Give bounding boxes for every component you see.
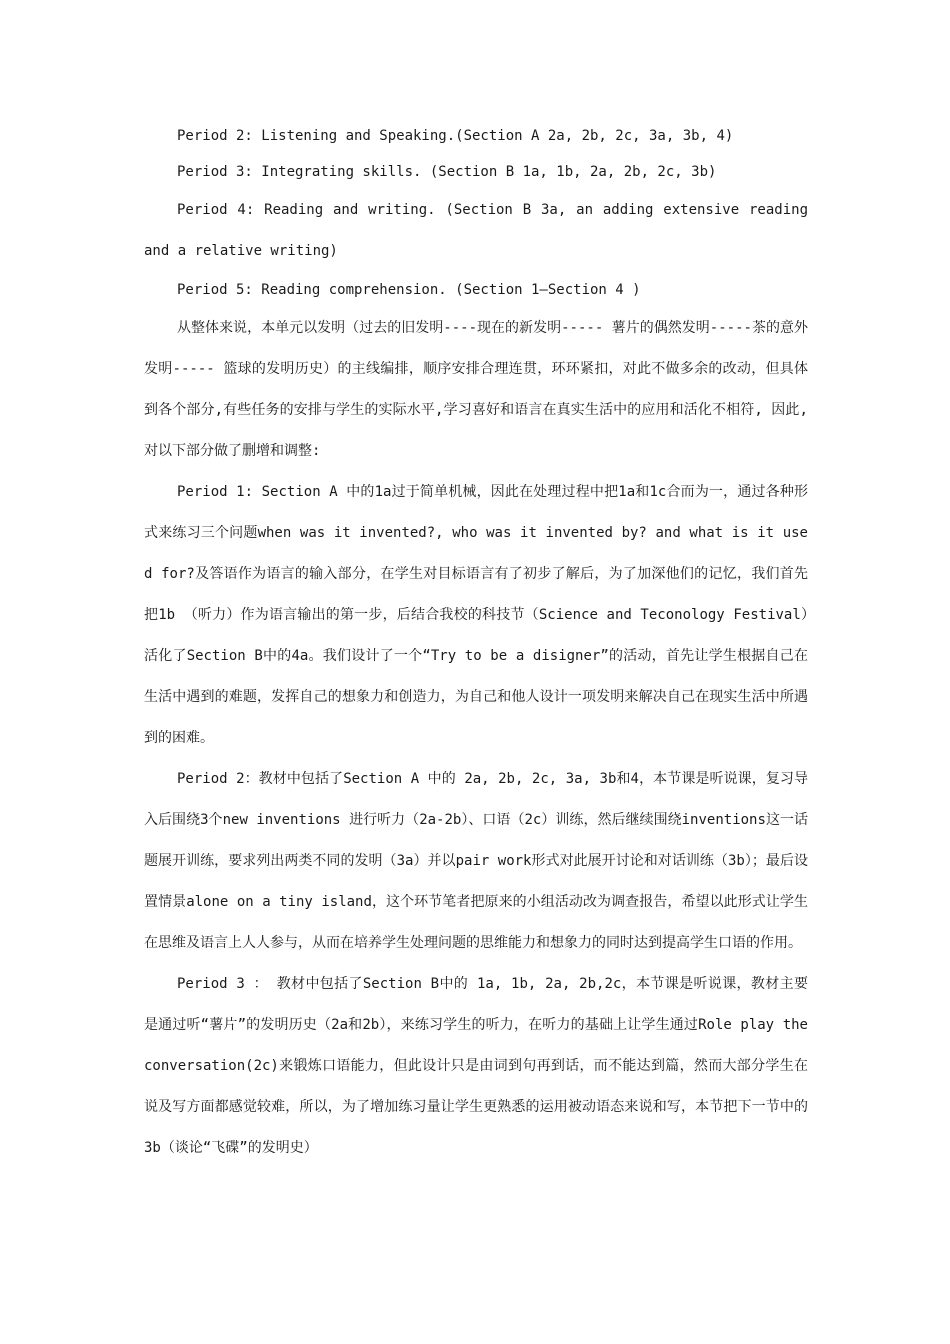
document-body: [144, 118, 808, 1169]
paragraph-period-5-outline: Period 5: Reading comprehension. (Section 1—Section 4 ): [177, 282, 641, 298]
paragraph-period-2-outline: Period 2: Listening and Speaking.(Section A 2a, 2b, 2c, 3a, 3b, 4): [177, 128, 734, 144]
paragraph-overview: 从整体来说，本单元以发明（过去的旧发明----现在的新发明----- 薯片的偶然发明-----茶的意外发明----- 篮球的发明历史）的主线编排，顺序安排合理连贯，环环紧扣，对此不做多余的改动，但具体到各个部分,有些任务的安排与学生的实际水平,学习喜好和语言在真实生活中的应用和活化不相符, 因此, 对以下部分做了删增和调整:: [144, 320, 808, 459]
paragraph-period-3-outline: Period 3: Integrating skills. (Section B 1a, 1b, 2a, 2b, 2c, 3b): [177, 164, 717, 180]
paragraph-period-4-outline: Period 4: Reading and writing. (Section B 3a, an adding extensive reading and a relative writing): [144, 202, 808, 259]
paragraph-period-3-detail: Period 3 ： 教材中包括了Section B中的 1a, 1b, 2a, 2b,2c，本节课是听说课，教材主要是通过听“薯片”的发明历史（2a和2b），来练习学生的听力，在听力的基础上让学生通过Role play the conversation(2c)来锻炼口语能力，但此设计只是由词到句再到话，而不能达到篇，然而大部分学生在说及写方面都感觉较难，所以，为了增加练习量让学生更熟悉的运用被动语态来说和写，本节把下一节中的3b（谈论“飞碟”的发明史）: [144, 976, 808, 1156]
paragraph-period-1-detail: Period 1: Section A 中的1a过于简单机械，因此在处理过程中把1a和1c合而为一，通过各种形式来练习三个问题when was it invented?, who was it invented by? and what is it used for?及答语作为语言的输入部分，在学生对目标语言有了初步了解后，为了加深他们的记忆，我们首先把1b （听力）作为语言输出的第一步，后结合我校的科技节（Science and Teconology Festival）活化了Section B中的4a。我们设计了一个“Try to be a disigner”的活动，首先让学生根据自己在生活中遇到的难题，发挥自己的想象力和创造力，为自己和他人设计一项发明来解决自己在现实生活中所遇到的困难。: [144, 484, 808, 746]
paragraph-period-2-detail: Period 2：教材中包括了Section A 中的 2a, 2b, 2c, 3a, 3b和4，本节课是听说课，复习导入后围绕3个new inventions 进行听力（2a-2b）、口语（2c）训练，然后继续围绕inventions这一话题展开训练，要求列出两类不同的发明（3a）并以pair work形式对此展开讨论和对话训练（3b）；最后设置情景alone on a tiny island，这个环节笔者把原来的小组活动改为调查报告，希望以此形式让学生在思维及语言上人人参与，从而在培养学生处理问题的思维能力和想象力的同时达到提高学生口语的作用。: [144, 771, 808, 951]
